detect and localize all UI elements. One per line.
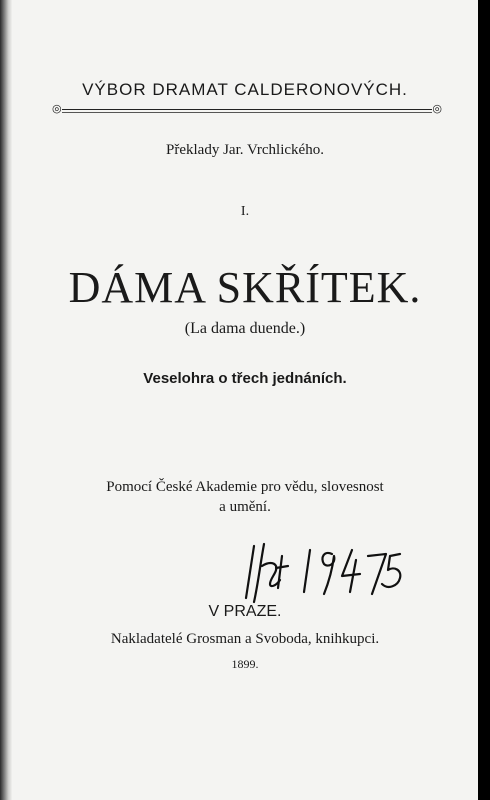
book-subtitle: (La dama duende.) (184, 320, 306, 337)
genre-line: Veselohra o třech jednáních. (143, 370, 347, 387)
publication-year: 1899. (231, 657, 259, 671)
decorative-rule (12, 104, 478, 116)
ornament-left-icon: ◎ (52, 103, 62, 115)
book-spine (0, 0, 12, 800)
ornament-right-icon: ◎ (432, 103, 442, 115)
book-title: DÁMA SKŘÍTEK. (68, 263, 422, 312)
support-line-2: a umění. (219, 499, 271, 515)
translator-line: Překlady Jar. Vrchlického. (166, 142, 324, 158)
imprint-place: V PRAZE. (208, 603, 282, 620)
series-title: VÝBOR DRAMAT CALDERONOVÝCH. (82, 80, 408, 99)
volume-number: I. (240, 204, 250, 219)
page-edge-shadow (478, 0, 490, 800)
handwritten-shelfmark (240, 536, 410, 606)
support-line-1: Pomocí České Akademie pro vědu, slovesnost (106, 479, 384, 495)
publisher: Nakladatelé Grosman a Svoboda, knihkupci. (110, 631, 380, 647)
